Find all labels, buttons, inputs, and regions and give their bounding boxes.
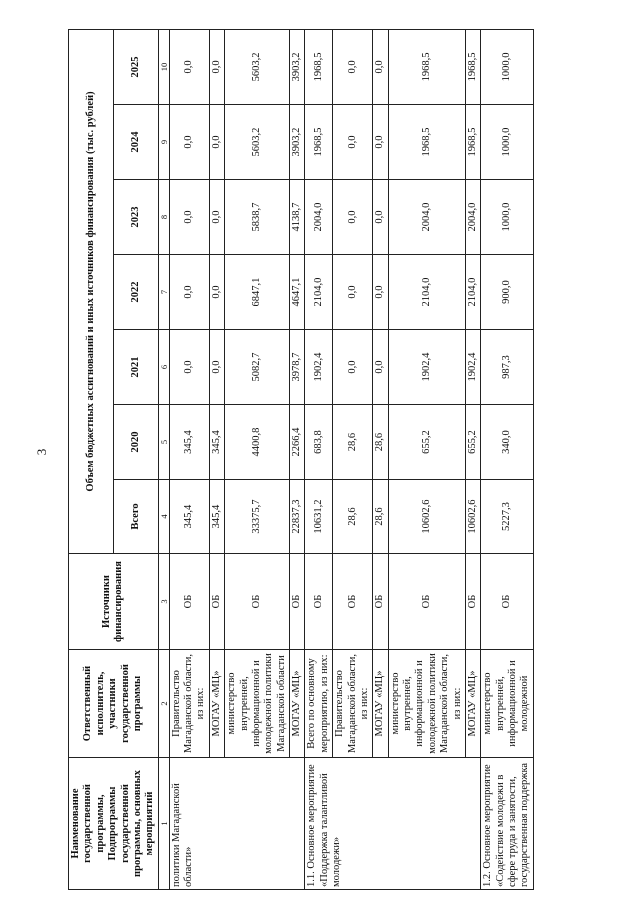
executor-cell: МОГАУ «МЦ» bbox=[465, 650, 480, 758]
year-value-cell: 0,0 bbox=[333, 330, 373, 405]
total-value-cell: 28,6 bbox=[373, 480, 388, 554]
year-value-cell: 3903,2 bbox=[290, 105, 305, 180]
source-cell: ОБ bbox=[333, 554, 373, 650]
executor-cell: МОГАУ «МЦ» bbox=[290, 650, 305, 758]
year-value-cell: 1968,5 bbox=[465, 105, 480, 180]
year-value-cell: 0,0 bbox=[373, 330, 388, 405]
year-value-cell: 345,4 bbox=[209, 405, 224, 480]
year-value-cell: 0,0 bbox=[169, 29, 209, 104]
year-value-cell: 0,0 bbox=[209, 255, 224, 330]
header-total: Всего bbox=[113, 480, 158, 554]
year-value-cell: 0,0 bbox=[373, 29, 388, 104]
year-value-cell: 1968,5 bbox=[388, 105, 465, 180]
year-value-cell: 5082,7 bbox=[225, 330, 290, 405]
header-executor: Ответственный исполнитель, участники государственной программы bbox=[69, 650, 159, 758]
year-value-cell: 0,0 bbox=[333, 29, 373, 104]
column-number: 1 bbox=[158, 758, 169, 890]
page-number: 3 bbox=[34, 448, 49, 456]
year-value-cell: 0,0 bbox=[373, 180, 388, 255]
header-source: Источники финансирования bbox=[69, 554, 159, 650]
year-value-cell: 0,0 bbox=[209, 29, 224, 104]
executor-cell: Правительство Магаданской области, из них: bbox=[333, 650, 373, 758]
year-value-cell: 6847,1 bbox=[225, 255, 290, 330]
source-cell: ОБ bbox=[465, 554, 480, 650]
header-year: 2024 bbox=[113, 105, 158, 180]
source-cell: ОБ bbox=[373, 554, 388, 650]
program-name-cell: политики Магаданской области» bbox=[169, 758, 305, 890]
executor-cell: министерство внутренней, информационной и молодежной политики Магаданской области, из них: bbox=[388, 650, 465, 758]
year-value-cell: 3978,7 bbox=[290, 330, 305, 405]
year-value-cell: 2104,0 bbox=[305, 255, 333, 330]
year-value-cell: 2004,0 bbox=[305, 180, 333, 255]
executor-cell: МОГАУ «МЦ» bbox=[373, 650, 388, 758]
year-value-cell: 2104,0 bbox=[465, 255, 480, 330]
source-cell: ОБ bbox=[290, 554, 305, 650]
year-value-cell: 1902,4 bbox=[465, 330, 480, 405]
year-value-cell: 4647,1 bbox=[290, 255, 305, 330]
year-value-cell: 0,0 bbox=[169, 180, 209, 255]
source-cell: ОБ bbox=[305, 554, 333, 650]
year-value-cell: 1000,0 bbox=[481, 105, 534, 180]
year-value-cell: 28,6 bbox=[333, 405, 373, 480]
total-value-cell: 28,6 bbox=[333, 480, 373, 554]
year-value-cell: 2104,0 bbox=[388, 255, 465, 330]
header-year: 2021 bbox=[113, 330, 158, 405]
column-number: 10 bbox=[158, 29, 169, 104]
column-number: 3 bbox=[158, 554, 169, 650]
year-value-cell: 0,0 bbox=[169, 105, 209, 180]
year-value-cell: 0,0 bbox=[333, 180, 373, 255]
year-value-cell: 5838,7 bbox=[225, 180, 290, 255]
table-row bbox=[169, 29, 209, 889]
column-number: 8 bbox=[158, 180, 169, 255]
year-value-cell: 0,0 bbox=[373, 105, 388, 180]
year-value-cell: 655,2 bbox=[388, 405, 465, 480]
column-number: 6 bbox=[158, 330, 169, 405]
total-value-cell: 33375,7 bbox=[225, 480, 290, 554]
year-value-cell: 28,6 bbox=[373, 405, 388, 480]
rotated-page-content bbox=[68, 30, 608, 890]
executor-cell: МОГАУ «МЦ» bbox=[209, 650, 224, 758]
source-cell: ОБ bbox=[169, 554, 209, 650]
table-row bbox=[481, 29, 534, 889]
column-number: 5 bbox=[158, 405, 169, 480]
header-volume: Объем бюджетных ассигнований и иных источников финансирования (тыс. рублей) bbox=[69, 29, 114, 553]
year-value-cell: 683,8 bbox=[305, 405, 333, 480]
financing-table bbox=[68, 29, 534, 890]
year-value-cell: 5603,2 bbox=[225, 105, 290, 180]
year-value-cell: 1000,0 bbox=[481, 180, 534, 255]
program-name-cell: 1.2. Основное мероприятие «Содействие молодежи в сфере труда и занятости, государственная поддержка bbox=[481, 758, 534, 890]
year-value-cell: 1968,5 bbox=[305, 105, 333, 180]
executor-cell: Правительство Магаданской области, из них: bbox=[169, 650, 209, 758]
header-year: 2020 bbox=[113, 405, 158, 480]
year-value-cell: 1902,4 bbox=[388, 330, 465, 405]
year-value-cell: 5603,2 bbox=[225, 29, 290, 104]
column-number: 4 bbox=[158, 480, 169, 554]
year-value-cell: 1968,5 bbox=[388, 29, 465, 104]
header-year: 2025 bbox=[113, 29, 158, 104]
total-value-cell: 345,4 bbox=[169, 480, 209, 554]
year-value-cell: 0,0 bbox=[209, 105, 224, 180]
year-value-cell: 1902,4 bbox=[305, 330, 333, 405]
table-body bbox=[169, 29, 533, 889]
table-row bbox=[305, 29, 333, 889]
year-value-cell: 4400,8 bbox=[225, 405, 290, 480]
year-value-cell: 987,3 bbox=[481, 330, 534, 405]
year-value-cell: 1968,5 bbox=[465, 29, 480, 104]
header-name: Наименование государственной программы, Подпрограммы государственной программы, основных мероприятий bbox=[69, 758, 159, 890]
executor-cell: Всего по основному мероприятию, из них: bbox=[305, 650, 333, 758]
header-year: 2022 bbox=[113, 255, 158, 330]
year-value-cell: 1000,0 bbox=[481, 29, 534, 104]
source-cell: ОБ bbox=[388, 554, 465, 650]
year-value-cell: 0,0 bbox=[169, 255, 209, 330]
program-name-cell: 1.1. Основное мероприятие «Поддержка талантливой молодежи» bbox=[305, 758, 481, 890]
total-value-cell: 10602,6 bbox=[388, 480, 465, 554]
year-value-cell: 900,0 bbox=[481, 255, 534, 330]
column-number: 9 bbox=[158, 105, 169, 180]
year-value-cell: 2266,4 bbox=[290, 405, 305, 480]
header-year: 2023 bbox=[113, 180, 158, 255]
year-value-cell: 0,0 bbox=[209, 180, 224, 255]
year-value-cell: 2004,0 bbox=[388, 180, 465, 255]
total-value-cell: 345,4 bbox=[209, 480, 224, 554]
executor-cell: министерство внутренней, информационной и молодежной политики Магаданской области bbox=[225, 650, 290, 758]
total-value-cell: 10602,6 bbox=[465, 480, 480, 554]
column-number: 2 bbox=[158, 650, 169, 758]
year-value-cell: 340,0 bbox=[481, 405, 534, 480]
year-value-cell: 1968,5 bbox=[305, 29, 333, 104]
total-value-cell: 10631,2 bbox=[305, 480, 333, 554]
year-value-cell: 0,0 bbox=[333, 105, 373, 180]
executor-cell: министерство внутренней, информационной и молодежной bbox=[481, 650, 534, 758]
year-value-cell: 0,0 bbox=[333, 255, 373, 330]
total-value-cell: 5227,3 bbox=[481, 480, 534, 554]
year-value-cell: 345,4 bbox=[169, 405, 209, 480]
year-value-cell: 0,0 bbox=[209, 330, 224, 405]
year-value-cell: 655,2 bbox=[465, 405, 480, 480]
source-cell: ОБ bbox=[225, 554, 290, 650]
source-cell: ОБ bbox=[481, 554, 534, 650]
year-value-cell: 0,0 bbox=[169, 330, 209, 405]
total-value-cell: 22837,3 bbox=[290, 480, 305, 554]
year-value-cell: 2004,0 bbox=[465, 180, 480, 255]
source-cell: ОБ bbox=[209, 554, 224, 650]
year-value-cell: 0,0 bbox=[373, 255, 388, 330]
column-number: 7 bbox=[158, 255, 169, 330]
year-value-cell: 3903,2 bbox=[290, 29, 305, 104]
year-value-cell: 4138,7 bbox=[290, 180, 305, 255]
